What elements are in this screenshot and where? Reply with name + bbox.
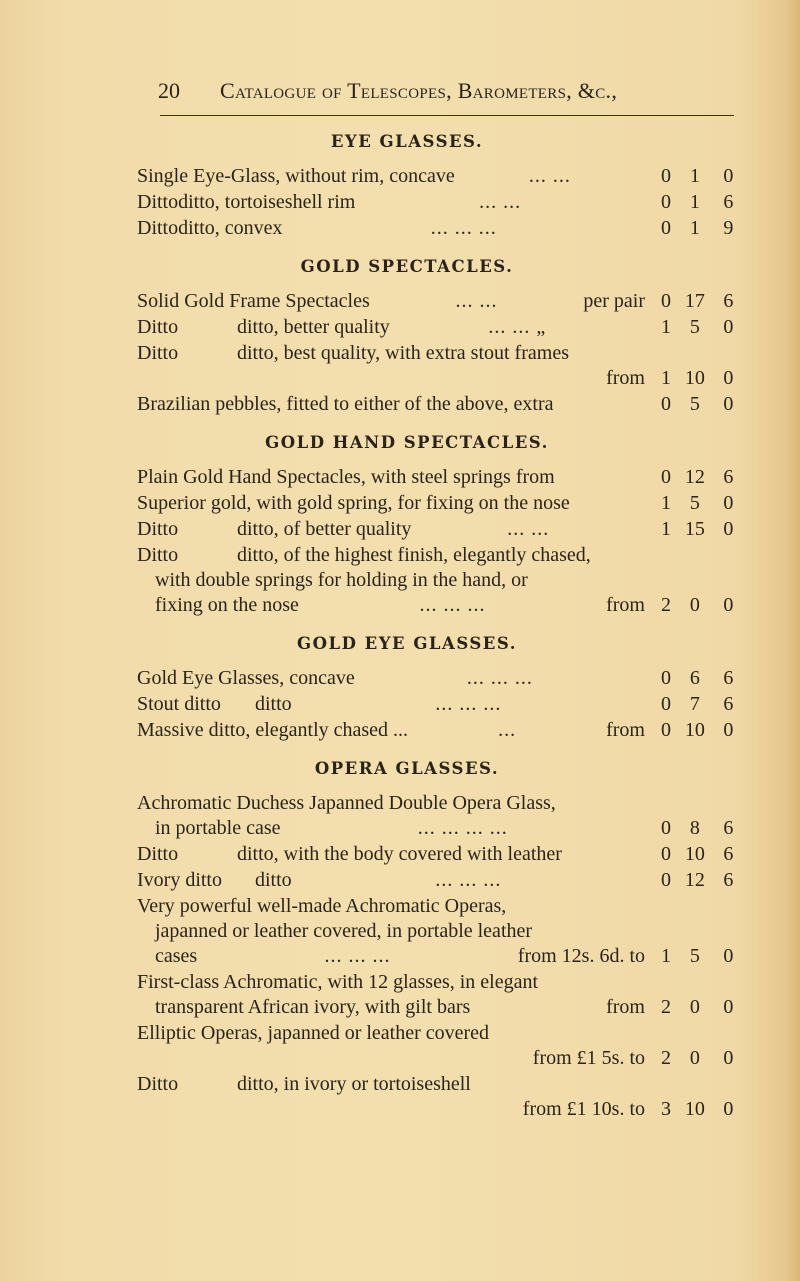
dot-leader: ... ... ... (435, 693, 502, 715)
entry-line (137, 944, 747, 969)
entry-line (137, 1097, 747, 1122)
price-pence: 0 (723, 492, 734, 514)
price-qualifier: from £1 10s. to (522, 1098, 645, 1120)
entry-text (137, 791, 645, 816)
price-pounds: 0 (660, 817, 671, 839)
item-name: Ditto (137, 342, 179, 364)
price-entry (137, 289, 747, 314)
entry-line (137, 517, 747, 542)
price-shillings: 17 (684, 290, 705, 312)
price-pence: 0 (723, 594, 734, 616)
entry-text (137, 517, 645, 542)
entry-text (137, 1072, 645, 1097)
entry-text (137, 1021, 645, 1046)
price-entry (137, 970, 747, 1020)
item-name: Ditto (137, 191, 179, 213)
entry-line (137, 1072, 747, 1097)
price-entry (137, 517, 747, 542)
price-pounds: 0 (660, 667, 671, 689)
item-name: Brazilian pebbles, fitted to either of the above, extra (137, 393, 554, 415)
price-pence: 0 (723, 1098, 734, 1120)
entry-line (137, 289, 747, 314)
price-pence: 0 (723, 996, 734, 1018)
price-shillings: 12 (684, 466, 705, 488)
price-pence: 6 (723, 869, 734, 891)
price-shillings: 7 (689, 693, 700, 715)
entry-text (137, 995, 645, 1020)
entry-text (137, 718, 645, 743)
item-name: japanned or leather covered, in portable leather (155, 920, 533, 942)
price-qualifier: from (606, 594, 645, 616)
entry-line (137, 995, 747, 1020)
entry-text (137, 190, 645, 215)
item-name: Ditto (137, 544, 179, 566)
entry-line (137, 970, 747, 995)
price-qualifier: from (606, 367, 645, 389)
entry-text (137, 666, 645, 691)
entry-line (137, 465, 747, 490)
dot-leader: ... ... ... (419, 594, 486, 616)
dot-leader: ... ... ... ... (417, 817, 508, 839)
price-shillings: 12 (684, 869, 705, 891)
price-pounds: 1 (660, 945, 671, 967)
price-entry (137, 1021, 747, 1071)
item-name: Superior gold, with gold spring, for fixing on the nose (137, 492, 570, 514)
price-qualifier: per pair (583, 290, 645, 312)
catalogue-section (137, 253, 747, 417)
price-pounds: 0 (660, 290, 671, 312)
dot-leader: ... ... „ (488, 316, 547, 338)
price-pounds: 2 (660, 594, 671, 616)
entry-text (137, 366, 645, 391)
price-pounds: 0 (660, 191, 671, 213)
item-name: in portable case (155, 817, 281, 839)
item-description: ditto (255, 869, 292, 891)
dot-leader: ... ... ... (435, 869, 502, 891)
entry-text (137, 392, 645, 417)
catalogue-section (137, 630, 747, 743)
dot-leader: ... ... ... (466, 667, 533, 689)
price-pence: 0 (723, 719, 734, 741)
price-entry (137, 692, 747, 717)
item-description: ditto, in ivory or tortoiseshell (237, 1073, 471, 1095)
entry-line (137, 543, 747, 568)
price-pence: 0 (723, 367, 734, 389)
price-pounds: 0 (660, 165, 671, 187)
entry-text (137, 491, 645, 516)
price-list (137, 128, 747, 1134)
price-pence: 6 (723, 667, 734, 689)
item-description: ditto (255, 693, 292, 715)
price-pounds: 3 (660, 1098, 671, 1120)
price-pounds: 0 (660, 843, 671, 865)
dot-leader: ... ... (507, 518, 550, 540)
price-entry (137, 164, 747, 189)
price-shillings: 1 (689, 165, 700, 187)
item-name: with double springs for holding in the hand, or (155, 569, 528, 591)
entry-text (137, 1097, 645, 1122)
entry-text (137, 944, 645, 969)
price-qualifier: from (606, 996, 645, 1018)
entry-line (137, 919, 747, 944)
section-heading: EYE GLASSES. (330, 132, 484, 151)
page-number: 20 (158, 78, 180, 103)
price-pounds: 0 (660, 466, 671, 488)
price-shillings: 5 (689, 945, 700, 967)
item-name: Ivory ditto (137, 869, 222, 891)
header-rule (160, 115, 734, 116)
item-name: Solid Gold Frame Spectacles (137, 290, 370, 312)
price-pence: 6 (723, 466, 734, 488)
dot-leader: ... ... ... (324, 945, 391, 967)
item-name: Massive ditto, elegantly chased ... (137, 719, 409, 741)
price-shillings: 5 (689, 393, 700, 415)
price-entry (137, 341, 747, 391)
entry-line (137, 190, 747, 215)
price-pounds: 1 (660, 367, 671, 389)
price-qualifier: from £1 5s. to (532, 1047, 645, 1069)
price-pounds: 2 (660, 996, 671, 1018)
entry-line (137, 1021, 747, 1046)
price-pence: 6 (723, 817, 734, 839)
price-pounds: 0 (660, 719, 671, 741)
item-name: fixing on the nose (155, 594, 299, 616)
price-pounds: 2 (660, 1047, 671, 1069)
price-pence: 0 (723, 316, 734, 338)
price-shillings: 1 (689, 217, 700, 239)
item-name: First-class Achromatic, with 12 glasses, in elegant (137, 971, 539, 993)
entry-line (137, 164, 747, 189)
running-header (158, 78, 738, 104)
price-entry (137, 868, 747, 893)
price-entry (137, 543, 747, 618)
entry-line (137, 894, 747, 919)
entry-text (137, 315, 645, 340)
item-name: Ditto (137, 217, 179, 239)
price-pence: 6 (723, 191, 734, 213)
price-entry (137, 842, 747, 867)
entry-text (137, 289, 645, 314)
price-entry (137, 190, 747, 215)
item-name: Ditto (137, 316, 179, 338)
price-pence: 0 (723, 165, 734, 187)
entry-line (137, 791, 747, 816)
entry-line (137, 842, 747, 867)
section-heading: GOLD EYE GLASSES. (297, 634, 517, 653)
entry-text (137, 816, 645, 841)
price-entry (137, 315, 747, 340)
dot-leader: ... ... ... (430, 217, 497, 239)
entry-line (137, 392, 747, 417)
price-pence: 0 (723, 945, 734, 967)
entry-line (137, 868, 747, 893)
item-name: Single Eye-Glass, without rim, concave (137, 165, 455, 187)
entry-text (137, 164, 645, 189)
price-entry (137, 216, 747, 241)
price-pounds: 0 (660, 217, 671, 239)
price-pounds: 0 (660, 393, 671, 415)
entry-text (137, 970, 645, 995)
entry-text (137, 568, 645, 593)
price-qualifier: from (606, 719, 645, 741)
price-shillings: 5 (689, 492, 700, 514)
entry-line (137, 666, 747, 691)
entry-text (137, 465, 645, 490)
price-shillings: 8 (689, 817, 700, 839)
item-name: cases (155, 945, 198, 967)
price-pence: 0 (723, 518, 734, 540)
price-entry (137, 718, 747, 743)
price-pounds: 0 (660, 693, 671, 715)
section-heading: GOLD SPECTACLES. (300, 257, 514, 276)
running-title: Catalogue of Telescopes, Barometers, &c., (220, 78, 618, 103)
price-shillings: 10 (684, 1098, 705, 1120)
price-shillings: 0 (689, 594, 700, 616)
price-pence: 9 (723, 217, 734, 239)
price-shillings: 0 (689, 1047, 700, 1069)
price-shillings: 15 (684, 518, 705, 540)
item-name: Ditto (137, 843, 179, 865)
entry-line (137, 366, 747, 391)
price-pence: 0 (723, 393, 734, 415)
item-name: Stout ditto (137, 693, 221, 715)
entry-text (137, 842, 645, 867)
dot-leader: ... ... (528, 165, 571, 187)
price-entry (137, 491, 747, 516)
entry-line (137, 692, 747, 717)
catalogue-section (137, 429, 747, 618)
entry-line (137, 341, 747, 366)
price-pounds: 0 (660, 869, 671, 891)
dot-leader: ... ... (455, 290, 498, 312)
price-entry (137, 392, 747, 417)
entry-line (137, 568, 747, 593)
price-pence: 6 (723, 693, 734, 715)
price-pence: 0 (723, 1047, 734, 1069)
price-qualifier: from 12s. 6d. to (517, 945, 645, 967)
price-entry (137, 1072, 747, 1122)
catalogue-section (137, 755, 747, 1122)
entry-text (137, 543, 645, 568)
entry-line (137, 1046, 747, 1071)
price-shillings: 10 (684, 843, 705, 865)
price-pounds: 1 (660, 518, 671, 540)
item-description: ditto, best quality, with extra stout frames (237, 342, 569, 364)
entry-line (137, 491, 747, 516)
entry-line (137, 718, 747, 743)
item-description: ditto, better quality (237, 316, 390, 338)
item-name: transparent African ivory, with gilt bars (155, 996, 471, 1018)
price-entry (137, 791, 747, 841)
item-name: Achromatic Duchess Japanned Double Opera Glass, (137, 792, 556, 814)
price-pence: 6 (723, 290, 734, 312)
item-description: ditto, with the body covered with leather (237, 843, 562, 865)
entry-text (137, 341, 645, 366)
item-name: Elliptic Operas, japanned or leather covered (137, 1022, 490, 1044)
item-name: Ditto (137, 1073, 179, 1095)
item-name: Ditto (137, 518, 179, 540)
price-shillings: 1 (689, 191, 700, 213)
price-pounds: 1 (660, 316, 671, 338)
entry-text (137, 593, 645, 618)
item-name: Very powerful well-made Achromatic Operas, (137, 895, 507, 917)
entry-line (137, 315, 747, 340)
item-name: Plain Gold Hand Spectacles, with steel springs from (137, 466, 555, 488)
dot-leader: ... ... (479, 191, 522, 213)
entry-text (137, 868, 645, 893)
entry-line (137, 816, 747, 841)
dot-leader: ... (498, 719, 517, 741)
price-pounds: 1 (660, 492, 671, 514)
price-shillings: 5 (689, 316, 700, 338)
price-pence: 6 (723, 843, 734, 865)
item-name: Gold Eye Glasses, concave (137, 667, 355, 689)
price-entry (137, 666, 747, 691)
item-description: ditto, of better quality (237, 518, 412, 540)
item-description: ditto, tortoiseshell rim (178, 191, 356, 213)
price-entry (137, 894, 747, 969)
price-entry (137, 465, 747, 490)
entry-text (137, 919, 645, 944)
entry-line (137, 216, 747, 241)
price-shillings: 10 (684, 367, 705, 389)
entry-text (137, 894, 645, 919)
section-heading: OPERA GLASSES. (314, 759, 500, 778)
entry-text (137, 216, 645, 241)
item-description: ditto, of the highest finish, elegantly chased, (237, 544, 591, 566)
price-shillings: 6 (689, 667, 700, 689)
catalogue-section (137, 128, 747, 241)
price-shillings: 0 (689, 996, 700, 1018)
entry-line (137, 593, 747, 618)
entry-text (137, 692, 645, 717)
section-heading: GOLD HAND SPECTACLES. (265, 433, 549, 452)
item-description: ditto, convex (178, 217, 283, 239)
entry-text (137, 1046, 645, 1071)
price-shillings: 10 (684, 719, 705, 741)
